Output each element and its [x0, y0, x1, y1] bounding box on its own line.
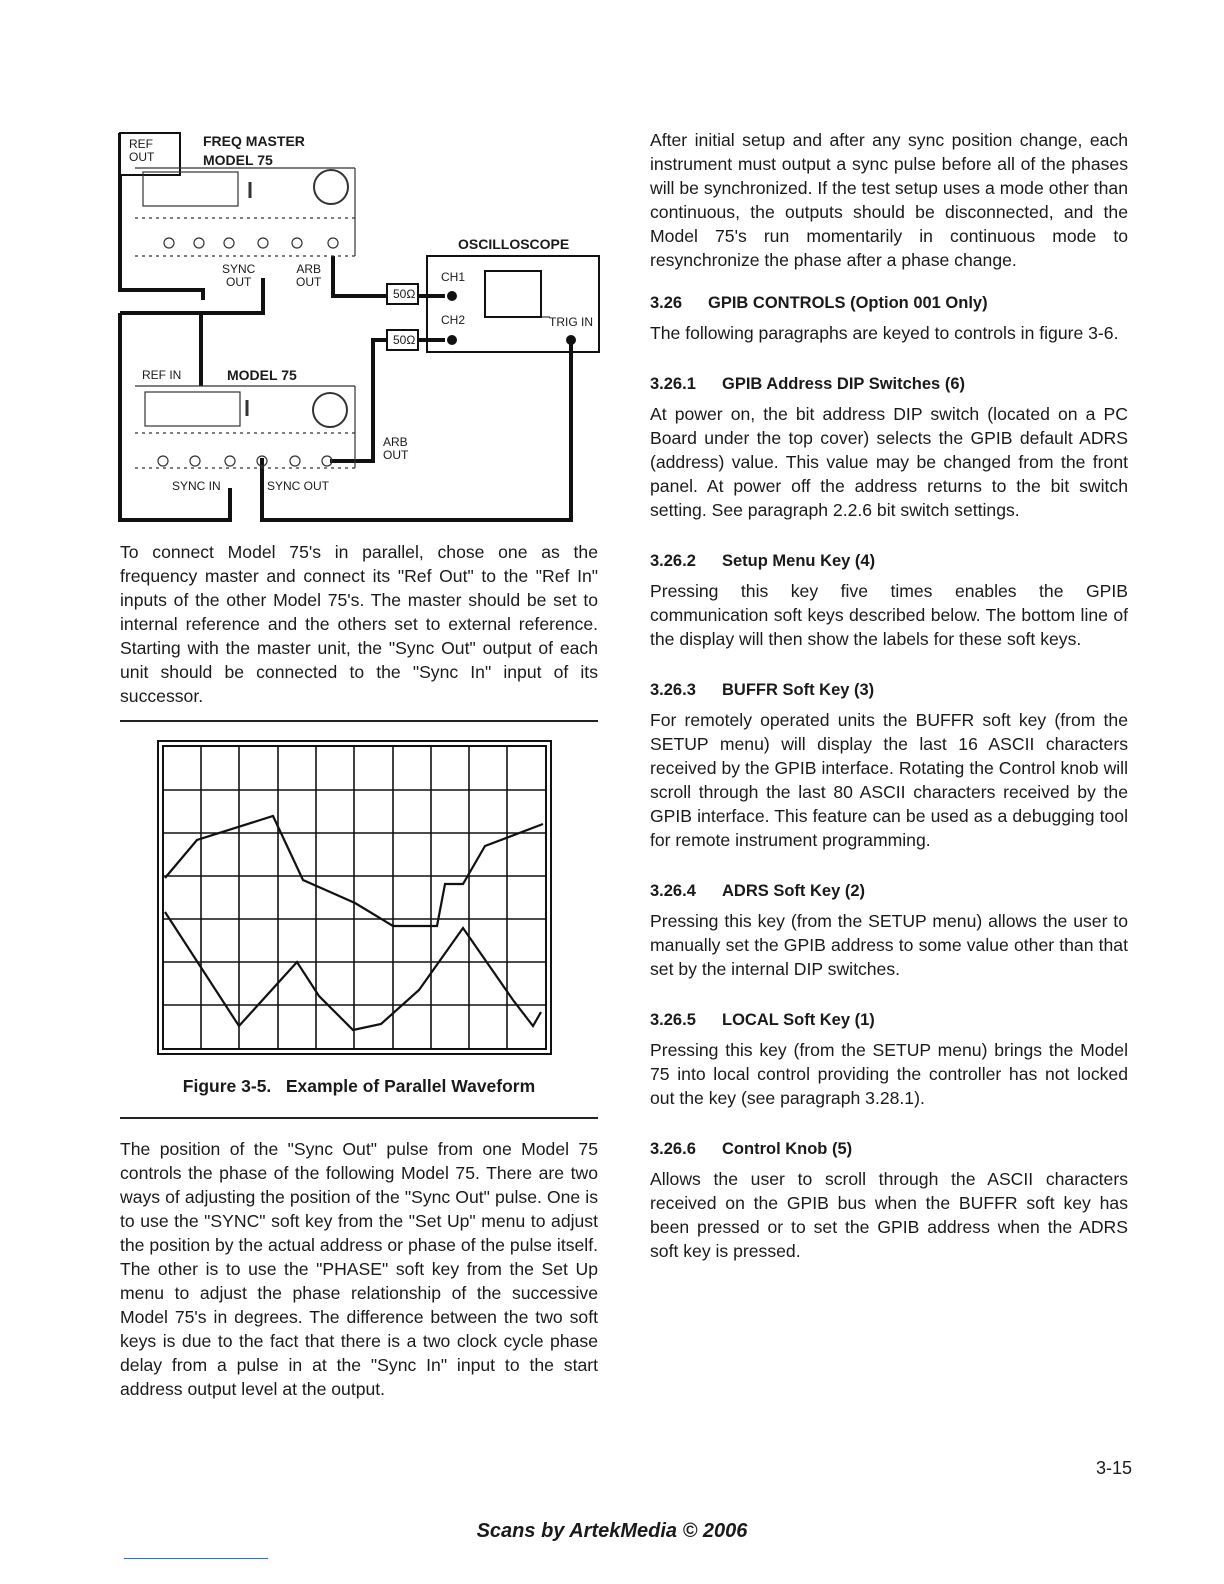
section-3-26-4-text: Pressing this key (from the SETUP menu) allows the user to manually set the GPIB address to some value other than that set by the internal DIP switches.	[650, 911, 1128, 979]
section-3-26-number: 3.26	[650, 294, 683, 312]
section-3-26-5-heading	[650, 1011, 1128, 1030]
arb-out-top-label: ARB OUT	[296, 262, 322, 289]
page-number: 3-15	[1095, 1458, 1132, 1478]
section-3-26-4-title: ADRS Soft Key (2)	[722, 882, 866, 900]
ch1-label: CH1	[441, 270, 466, 284]
section-3-26-5-title: LOCAL Soft Key (1)	[722, 1011, 875, 1029]
section-3-26-2-number: 3.26.2	[650, 552, 696, 570]
section-3-26-2-title: Setup Menu Key (4)	[722, 552, 876, 570]
section-3-26-4-heading	[650, 882, 1128, 901]
oscilloscope-label: OSCILLOSCOPE	[458, 236, 570, 252]
arb-out-bottom-label: ARB OUT	[383, 435, 409, 462]
ref-in-label: REF IN	[142, 368, 182, 382]
trig-in-label: TRIG IN	[549, 315, 593, 329]
sync-out-top-label: SYNC OUT	[222, 262, 256, 289]
connection-diagram	[115, 128, 615, 528]
resistor-1-label: 50Ω	[393, 287, 416, 301]
section-3-26-1-number: 3.26.1	[650, 375, 696, 393]
resistor-2-label: 50Ω	[393, 333, 416, 347]
right-column	[650, 128, 1128, 1263]
section-3-26-3-number: 3.26.3	[650, 681, 696, 699]
section-3-26-3-heading	[650, 681, 1128, 700]
footer-underline	[124, 1558, 268, 1559]
section-3-26-5-number: 3.26.5	[650, 1011, 696, 1029]
sync-in-label: SYNC IN	[172, 479, 221, 493]
right-intro: After initial setup and after any sync position change, each instrument must output a sync pulse before all of the phases will be synchronized. If the test setup uses a mode other than continuous, the outputs should be disconnected, and the Model 75's run momentarily in continuous mode to resynchronize the phase after a phase change.	[650, 130, 1128, 270]
footer-credit: Scans by ArtekMedia © 2006	[476, 1520, 748, 1542]
ch2-label: CH2	[441, 313, 466, 327]
figure-caption: Figure 3-5. Example of Parallel Waveform	[182, 1076, 536, 1096]
section-3-26-title: GPIB CONTROLS (Option 001 Only)	[708, 294, 988, 312]
section-3-26-1-heading	[650, 375, 1128, 394]
left-paragraph-1: To connect Model 75's in parallel, chose one as the frequency master and connect its "Ref Out" to the "Ref In" inputs of the other Model 75's. The master should be set to internal reference and the others set to external reference. Starting with the master unit, the "Sync Out" output of each unit should be connected to the "Sync In" input of its successor.	[120, 542, 598, 706]
left-paragraph-2: The position of the "Sync Out" pulse from one Model 75 controls the phase of the following Model 75. There are two ways of adjusting the position of the "Sync Out" pulse. One is to use the "SYNC" soft key from the "Set Up" menu to adjust the position by the actual address or phase of the pulse itself. The other is to use the "PHASE" soft key from the Set Up menu to adjust the phase relationship of the successive Model 75's in degrees. The difference between the two soft keys is due to the fact that there is a two clock cycle phase delay from a pulse in at the "Sync In" input to the start address output level at the output.	[120, 1139, 598, 1399]
figure-top-rule	[120, 720, 598, 722]
model75-bottom-label: MODEL 75	[227, 367, 297, 383]
section-3-26-6-heading	[650, 1140, 1128, 1159]
section-3-26-3-title: BUFFR Soft Key (3)	[722, 681, 875, 699]
section-3-26-6-title: Control Knob (5)	[722, 1140, 853, 1158]
section-3-26-heading	[650, 294, 1128, 313]
section-3-26-3-text: For remotely operated units the BUFFR soft key (from the SETUP menu) will display the last 16 ASCII characters received by the GPIB interface. Rotating the Control knob will scroll through the last 80 ASCII characters received by the GPIB interface. This feature can be used as a debugging tool for remote instrument programming.	[650, 710, 1128, 850]
section-3-26-5-text: Pressing this key (from the SETUP menu) brings the Model 75 into local control providing the controller has not locked out the key (see paragraph 3.28.1).	[650, 1040, 1128, 1108]
section-3-26-6-number: 3.26.6	[650, 1140, 696, 1158]
ref-out-label: REF OUT	[129, 137, 155, 164]
section-3-26-4-number: 3.26.4	[650, 882, 696, 900]
section-3-26-2-text: Pressing this key five times enables the GPIB communication soft keys described below. The bottom line of the display will then show the labels for these soft keys.	[650, 581, 1128, 649]
model75-top-label: MODEL 75	[203, 152, 273, 168]
section-3-26-2-heading	[650, 552, 1128, 571]
section-3-26-text: The following paragraphs are keyed to controls in figure 3-6.	[650, 323, 1119, 343]
waveform-figure	[157, 740, 553, 1056]
sync-out-bottom-label: SYNC OUT	[267, 479, 330, 493]
section-3-26-1-text: At power on, the bit address DIP switch (located on a PC Board under the top cover) selects the GPIB default ADRS (address) value. This value may be changed from the front panel. At power off the address returns to the bit switch setting. See paragraph 2.2.6 bit switch settings.	[650, 404, 1128, 520]
section-3-26-1-title: GPIB Address DIP Switches (6)	[722, 375, 965, 393]
section-3-26-6-text: Allows the user to scroll through the ASCII characters received on the GPIB bus when the BUFFR soft key has been pressed or to set the GPIB address when the ADRS soft key is pressed.	[650, 1169, 1128, 1261]
freq-master-label: FREQ MASTER	[203, 133, 305, 149]
connection-diagram-lines	[115, 128, 615, 528]
waveform-graticule	[157, 740, 553, 1056]
figure-bottom-rule	[120, 1117, 598, 1119]
